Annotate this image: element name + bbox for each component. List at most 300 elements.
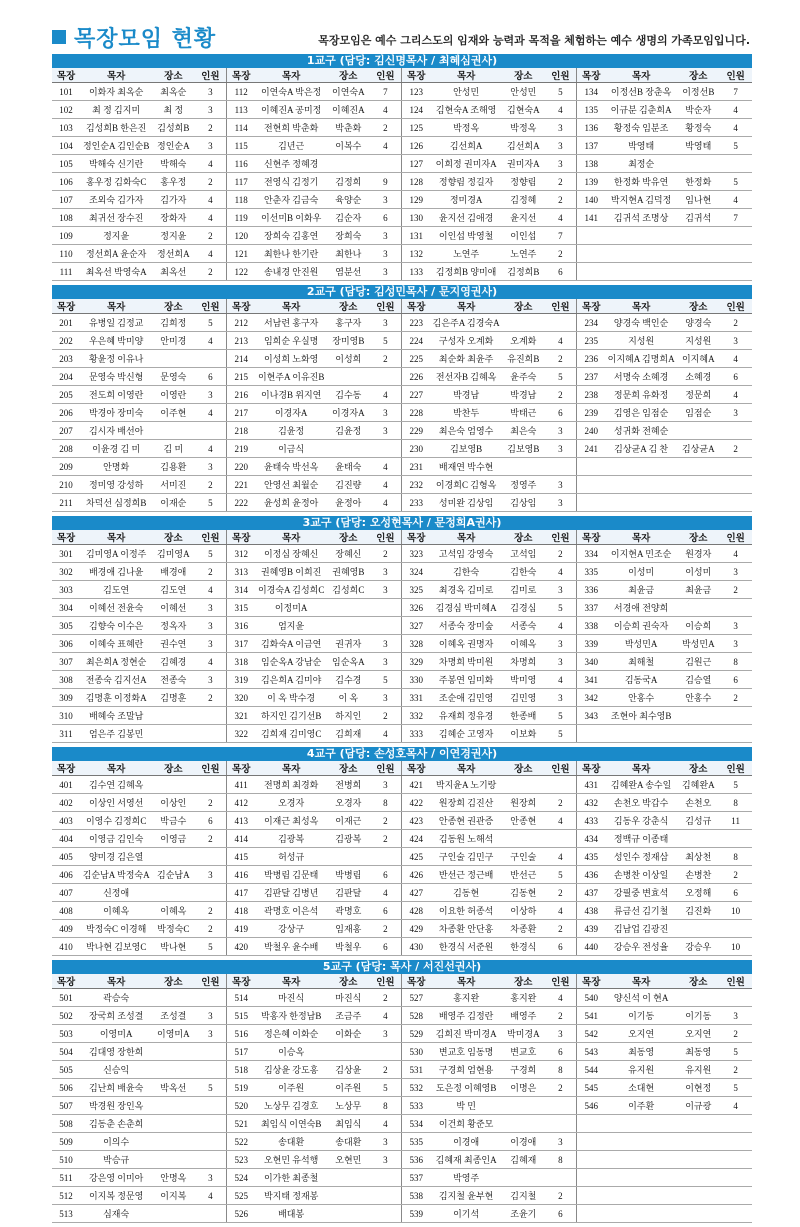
cell-inwon: 3 xyxy=(369,776,402,794)
cell-jangso: 박춘화 xyxy=(327,119,369,137)
cell-jangso: 이재근 xyxy=(327,812,369,830)
cell-mok: 433 xyxy=(577,812,605,830)
cell-jangso: 김혜재 xyxy=(502,1151,544,1169)
cell-jangso: 한경식 xyxy=(502,938,544,956)
cell-inwon: 3 xyxy=(369,1151,402,1169)
cell-moksa: 손천오 박갑수 xyxy=(605,794,677,812)
cell-jangso: 김진량 xyxy=(327,476,369,494)
cell-inwon: 4 xyxy=(719,1097,752,1115)
column-header-jangso: 장소 xyxy=(327,68,369,83)
cell-inwon xyxy=(719,422,752,440)
cell-moksa: 유병일 김정교 xyxy=(80,314,152,332)
table-row xyxy=(52,581,752,599)
cell-mok: 137 xyxy=(577,137,605,155)
cell-jangso: 박정숙C xyxy=(152,920,194,938)
cell-moksa: 박영주 xyxy=(430,1169,502,1187)
cell-inwon xyxy=(194,1151,227,1169)
cell-jangso xyxy=(502,314,544,332)
cell-jangso xyxy=(677,227,719,245)
cell-mok: 109 xyxy=(52,227,80,245)
cell-inwon: 4 xyxy=(719,119,752,137)
cell-moksa: 곽승숙 xyxy=(80,989,152,1007)
cell-inwon: 4 xyxy=(719,191,752,209)
cell-moksa: 이혜숙 표혜란 xyxy=(80,635,152,653)
cell-moksa: 이상인 서영선 xyxy=(80,794,152,812)
cell-moksa: 박 민 xyxy=(430,1097,502,1115)
cell-jangso: 이재순 xyxy=(152,494,194,512)
cell-moksa: 박경남 xyxy=(430,386,502,404)
column-header-inwon: 인원 xyxy=(544,761,577,776)
cell-jangso: 이 옥 xyxy=(327,689,369,707)
cell-moksa: 김판달 김병년 xyxy=(255,884,327,902)
column-header-inwon: 인원 xyxy=(719,530,752,545)
cell-inwon xyxy=(719,599,752,617)
cell-jangso: 김한숙 xyxy=(502,563,544,581)
cell-moksa: 최귀선 장수진 xyxy=(80,209,152,227)
cell-mok: 406 xyxy=(52,866,80,884)
column-header-mok: 목장 xyxy=(52,974,80,989)
cell-moksa: 김수연 김혜옥 xyxy=(80,776,152,794)
cell-mok: 222 xyxy=(227,494,255,512)
cell-mok: 107 xyxy=(52,191,80,209)
cell-jangso: 서미진 xyxy=(152,476,194,494)
cell-moksa: 유지원 xyxy=(605,1061,677,1079)
table-row xyxy=(52,599,752,617)
cell-mok: 546 xyxy=(577,1097,605,1115)
column-header-jangso: 장소 xyxy=(677,761,719,776)
cell-inwon xyxy=(719,1205,752,1223)
cell-moksa: 안명화 xyxy=(80,458,152,476)
cell-moksa: 노상무 김경호 xyxy=(255,1097,327,1115)
cell-inwon xyxy=(194,1133,227,1151)
cell-moksa xyxy=(605,1187,677,1205)
cell-jangso: 송대환 xyxy=(327,1133,369,1151)
cell-mok: 130 xyxy=(402,209,430,227)
cell-mok: 212 xyxy=(227,314,255,332)
cell-jangso: 오계화 xyxy=(502,332,544,350)
cell-inwon: 2 xyxy=(544,794,577,812)
cell-jangso xyxy=(152,725,194,743)
cell-moksa: 박경아 장미숙 xyxy=(80,404,152,422)
cell-jangso: 안종현 xyxy=(502,812,544,830)
cell-mok: 303 xyxy=(52,581,80,599)
cell-jangso: 장화자 xyxy=(152,209,194,227)
cell-moksa: 오지연 xyxy=(605,1025,677,1043)
district-title-band: 1교구 (담당: 김신명목사 / 최혜심권사) xyxy=(52,54,752,68)
district-section xyxy=(52,516,752,747)
cell-moksa: 이주환 xyxy=(605,1097,677,1115)
cell-inwon: 4 xyxy=(369,1007,402,1025)
column-header-moksa: 목자 xyxy=(255,974,327,989)
cell-inwon xyxy=(719,155,752,173)
cell-jangso: 유진희B xyxy=(502,350,544,368)
cell-mok: 341 xyxy=(577,671,605,689)
column-header-mok: 목장 xyxy=(402,530,430,545)
cell-moksa: 이희정 권미자A xyxy=(430,155,502,173)
cell-moksa: 박해숙 신기란 xyxy=(80,155,152,173)
cell-mok: 131 xyxy=(402,227,430,245)
cell-moksa: 박경원 장인옥 xyxy=(80,1097,152,1115)
cell-moksa: 신정애 xyxy=(80,884,152,902)
cell-jangso: 오현민 xyxy=(327,1151,369,1169)
cell-inwon: 8 xyxy=(544,1061,577,1079)
cell-jangso: 최은숙 xyxy=(502,422,544,440)
cell-inwon: 7 xyxy=(369,83,402,101)
column-header-mok: 목장 xyxy=(402,68,430,83)
cell-jangso: 김귀석 xyxy=(677,209,719,227)
cell-moksa: 박성민A xyxy=(605,635,677,653)
cell-inwon: 3 xyxy=(719,332,752,350)
cell-moksa: 안영선 최월순 xyxy=(255,476,327,494)
cell-moksa: 양신석 이 현A xyxy=(605,989,677,1007)
cell-jangso xyxy=(327,440,369,458)
cell-jangso xyxy=(327,599,369,617)
cell-mok: 410 xyxy=(52,938,80,956)
column-header-mok: 목장 xyxy=(52,68,80,83)
cell-jangso: 정옥자 xyxy=(152,617,194,635)
cell-inwon: 2 xyxy=(194,794,227,812)
cell-jangso: 김진화 xyxy=(677,902,719,920)
column-header-jangso: 장소 xyxy=(677,299,719,314)
cell-moksa: 윤성희 윤정아 xyxy=(255,494,327,512)
cell-moksa: 김난희 배윤숙 xyxy=(80,1079,152,1097)
cell-jangso xyxy=(152,848,194,866)
table-row xyxy=(52,1133,752,1151)
cell-mok: 423 xyxy=(402,812,430,830)
cell-mok: 207 xyxy=(52,422,80,440)
cell-jangso xyxy=(677,263,719,281)
table-row xyxy=(52,689,752,707)
cell-inwon: 9 xyxy=(369,173,402,191)
cell-moksa: 도은정 이혜영B xyxy=(430,1079,502,1097)
cell-jangso: 조금주 xyxy=(327,1007,369,1025)
cell-inwon: 8 xyxy=(719,794,752,812)
cell-jangso: 김승열 xyxy=(677,671,719,689)
column-header-moksa: 목자 xyxy=(80,761,152,776)
cell-mok: 213 xyxy=(227,332,255,350)
cell-inwon xyxy=(369,599,402,617)
cell-jangso: 김정혜 xyxy=(502,191,544,209)
table-row xyxy=(52,707,752,725)
cell-inwon: 5 xyxy=(719,1079,752,1097)
cell-jangso: 이명은 xyxy=(502,1079,544,1097)
cell-inwon xyxy=(544,1169,577,1187)
cell-inwon: 10 xyxy=(719,902,752,920)
cell-jangso: 안미경 xyxy=(152,332,194,350)
cell-mok: 417 xyxy=(227,884,255,902)
column-header-inwon: 인원 xyxy=(194,974,227,989)
cell-jangso: 이보화 xyxy=(502,725,544,743)
cell-jangso: 구인술 xyxy=(502,848,544,866)
cell-jangso xyxy=(677,599,719,617)
column-header-mok: 목장 xyxy=(52,761,80,776)
cell-moksa: 박철우 윤수배 xyxy=(255,938,327,956)
cell-mok: 409 xyxy=(52,920,80,938)
cell-moksa: 이요한 허종석 xyxy=(430,902,502,920)
cell-moksa: 김미영A 이정주 xyxy=(80,545,152,563)
cell-moksa: 차종환 안단홍 xyxy=(430,920,502,938)
table-row xyxy=(52,866,752,884)
column-header-jangso: 장소 xyxy=(152,761,194,776)
cell-jangso: 조윤기 xyxy=(502,1205,544,1223)
cell-moksa: 이기동 xyxy=(605,1007,677,1025)
cell-moksa xyxy=(605,1169,677,1187)
cell-mok: 334 xyxy=(577,545,605,563)
cell-moksa: 서종숙 장미숲 xyxy=(430,617,502,635)
cell-jangso: 안명옥 xyxy=(152,1169,194,1187)
cell-inwon: 2 xyxy=(544,245,577,263)
cell-mok: 533 xyxy=(402,1097,430,1115)
cell-moksa: 김동우 강춘식 xyxy=(605,812,677,830)
cell-jangso: 이기동 xyxy=(677,1007,719,1025)
cell-inwon: 6 xyxy=(544,1205,577,1223)
column-header-jangso: 장소 xyxy=(677,530,719,545)
cell-inwon: 2 xyxy=(369,989,402,1007)
table-row xyxy=(52,653,752,671)
cell-inwon: 4 xyxy=(719,545,752,563)
table-row xyxy=(52,191,752,209)
cell-mok xyxy=(577,245,605,263)
cell-mok: 138 xyxy=(577,155,605,173)
cell-moksa: 이가한 최종철 xyxy=(255,1169,327,1187)
cell-jangso: 김윤정 xyxy=(327,422,369,440)
cell-mok: 112 xyxy=(227,83,255,101)
cell-inwon: 4 xyxy=(194,581,227,599)
cell-inwon: 6 xyxy=(544,938,577,956)
district-table xyxy=(52,974,752,1223)
cell-inwon: 2 xyxy=(369,920,402,938)
cell-jangso xyxy=(502,1115,544,1133)
cell-jangso: 강승우 xyxy=(677,938,719,956)
cell-inwon: 4 xyxy=(194,332,227,350)
cell-moksa: 소대현 xyxy=(605,1079,677,1097)
cell-jangso: 김상윤 xyxy=(327,1061,369,1079)
cell-inwon: 4 xyxy=(369,494,402,512)
cell-moksa: 이경숙A 김성희C xyxy=(255,581,327,599)
cell-inwon xyxy=(544,314,577,332)
cell-mok: 529 xyxy=(402,1025,430,1043)
cell-inwon: 2 xyxy=(544,386,577,404)
cell-mok: 113 xyxy=(227,101,255,119)
cell-jangso: 이영금 xyxy=(152,830,194,848)
cell-mok: 401 xyxy=(52,776,80,794)
cell-jangso: 배경애 xyxy=(152,563,194,581)
cell-jangso: 이현정 xyxy=(677,1079,719,1097)
cell-jangso: 박해숙 xyxy=(152,155,194,173)
column-header-moksa: 목자 xyxy=(255,68,327,83)
district-blocks xyxy=(52,54,752,1227)
cell-inwon xyxy=(719,830,752,848)
cell-inwon: 3 xyxy=(369,191,402,209)
cell-moksa: 이혜선 전윤숙 xyxy=(80,599,152,617)
cell-moksa: 허성규 xyxy=(255,848,327,866)
cell-inwon: 8 xyxy=(719,848,752,866)
cell-inwon: 4 xyxy=(544,812,577,830)
table-row xyxy=(52,101,752,119)
cell-moksa: 이정심 장혜신 xyxy=(255,545,327,563)
cell-moksa: 김혜재 최종인A xyxy=(430,1151,502,1169)
cell-moksa xyxy=(605,263,677,281)
cell-mok: 434 xyxy=(577,830,605,848)
cell-inwon xyxy=(719,707,752,725)
cell-mok: 333 xyxy=(402,725,430,743)
cell-mok: 229 xyxy=(402,422,430,440)
cell-inwon xyxy=(369,617,402,635)
cell-inwon: 6 xyxy=(194,812,227,830)
cell-inwon: 8 xyxy=(719,653,752,671)
table-row xyxy=(52,137,752,155)
table-row xyxy=(52,440,752,458)
cell-jangso: 원경자 xyxy=(677,545,719,563)
cell-mok: 208 xyxy=(52,440,80,458)
cell-moksa: 장국희 조성결 xyxy=(80,1007,152,1025)
table-row xyxy=(52,725,752,743)
cell-moksa: 정인순A 김인순B xyxy=(80,137,152,155)
column-header-moksa: 목자 xyxy=(605,68,677,83)
cell-mok: 102 xyxy=(52,101,80,119)
cell-moksa: 이혜진A 공미정 xyxy=(255,101,327,119)
cell-mok: 123 xyxy=(402,83,430,101)
cell-inwon: 3 xyxy=(719,617,752,635)
cell-jangso: 이영란 xyxy=(152,386,194,404)
cell-inwon: 3 xyxy=(194,101,227,119)
cell-jangso: 이정선B xyxy=(677,83,719,101)
cell-inwon: 5 xyxy=(194,494,227,512)
cell-mok: 425 xyxy=(402,848,430,866)
cell-moksa: 신현주 정혜경 xyxy=(255,155,327,173)
cell-mok: 226 xyxy=(402,368,430,386)
header-row xyxy=(52,68,752,83)
cell-moksa: 김광복 xyxy=(255,830,327,848)
cell-inwon: 3 xyxy=(719,563,752,581)
cell-inwon: 3 xyxy=(544,422,577,440)
district-title-band: 5교구 (담당: 목사 / 서진선권사) xyxy=(52,960,752,974)
cell-mok: 421 xyxy=(402,776,430,794)
cell-mok: 544 xyxy=(577,1061,605,1079)
cell-inwon xyxy=(194,725,227,743)
cell-mok: 314 xyxy=(227,581,255,599)
cell-mok: 337 xyxy=(577,599,605,617)
cell-moksa: 곽명호 이은석 xyxy=(255,902,327,920)
cell-mok: 237 xyxy=(577,368,605,386)
cell-mok xyxy=(577,476,605,494)
column-header-jangso: 장소 xyxy=(327,299,369,314)
cell-jangso: 유지원 xyxy=(677,1061,719,1079)
cell-moksa: 이현주A 이유진B xyxy=(255,368,327,386)
table-row xyxy=(52,830,752,848)
cell-mok: 211 xyxy=(52,494,80,512)
cell-jangso: 김민영 xyxy=(502,689,544,707)
cell-moksa: 임희순 우실명 xyxy=(255,332,327,350)
table-row xyxy=(52,227,752,245)
cell-mok: 220 xyxy=(227,458,255,476)
column-header-mok: 목장 xyxy=(52,299,80,314)
cell-jangso xyxy=(502,1169,544,1187)
cell-inwon: 2 xyxy=(544,173,577,191)
cell-inwon: 3 xyxy=(544,494,577,512)
cell-mok: 236 xyxy=(577,350,605,368)
cell-jangso xyxy=(677,1205,719,1223)
cell-inwon: 3 xyxy=(194,1025,227,1043)
cell-mok: 111 xyxy=(52,263,80,281)
cell-inwon xyxy=(194,422,227,440)
column-header-inwon: 인원 xyxy=(194,299,227,314)
cell-inwon: 3 xyxy=(369,1025,402,1043)
cell-jangso xyxy=(152,1115,194,1133)
cell-jangso: 김성희C xyxy=(327,581,369,599)
cell-inwon: 3 xyxy=(369,422,402,440)
cell-moksa: 이정미A xyxy=(255,599,327,617)
cell-inwon: 3 xyxy=(194,635,227,653)
table-row xyxy=(52,635,752,653)
cell-mok: 416 xyxy=(227,866,255,884)
cell-jangso xyxy=(677,1187,719,1205)
cell-inwon: 5 xyxy=(194,1079,227,1097)
cell-inwon xyxy=(719,1151,752,1169)
cell-moksa: 최은숙 엄영수 xyxy=(430,422,502,440)
cell-inwon: 2 xyxy=(194,563,227,581)
cell-mok: 520 xyxy=(227,1097,255,1115)
cell-jangso: 김명훈 xyxy=(152,689,194,707)
cell-moksa: 최임식 이연숙B xyxy=(255,1115,327,1133)
cell-inwon: 3 xyxy=(544,119,577,137)
cell-moksa: 한경식 서준원 xyxy=(430,938,502,956)
cell-mok: 439 xyxy=(577,920,605,938)
column-header-moksa: 목자 xyxy=(605,530,677,545)
cell-jangso: 윤정아 xyxy=(327,494,369,512)
cell-jangso xyxy=(677,494,719,512)
cell-mok: 502 xyxy=(52,1007,80,1025)
cell-inwon: 3 xyxy=(544,1025,577,1043)
cell-moksa: 김동원 노해석 xyxy=(430,830,502,848)
cell-mok: 343 xyxy=(577,707,605,725)
column-header-mok: 목장 xyxy=(577,68,605,83)
cell-inwon: 5 xyxy=(544,368,577,386)
column-header-mok: 목장 xyxy=(577,299,605,314)
cell-mok: 318 xyxy=(227,653,255,671)
cell-jangso: 원장희 xyxy=(502,794,544,812)
cell-mok: 326 xyxy=(402,599,430,617)
cell-jangso xyxy=(152,776,194,794)
cell-mok: 206 xyxy=(52,404,80,422)
cell-inwon xyxy=(719,1133,752,1151)
cell-mok: 330 xyxy=(402,671,430,689)
cell-moksa: 김보영B xyxy=(430,440,502,458)
cell-jangso: 홍지완 xyxy=(502,989,544,1007)
cell-mok: 228 xyxy=(402,404,430,422)
cell-inwon: 6 xyxy=(369,938,402,956)
cell-mok: 526 xyxy=(227,1205,255,1223)
cell-mok: 331 xyxy=(402,689,430,707)
cell-moksa: 구인술 김민구 xyxy=(430,848,502,866)
cell-mok: 315 xyxy=(227,599,255,617)
cell-moksa: 황윤정 이유나 xyxy=(80,350,152,368)
cell-moksa: 김명훈 이정화A xyxy=(80,689,152,707)
cell-moksa: 박지태 정재봉 xyxy=(255,1187,327,1205)
cell-moksa: 김귀석 조명상 xyxy=(605,209,677,227)
cell-jangso: 안홍수 xyxy=(677,689,719,707)
cell-jangso: 권수연 xyxy=(152,635,194,653)
cell-inwon: 4 xyxy=(194,155,227,173)
cell-jangso: 최 정 xyxy=(152,101,194,119)
cell-jangso: 윤지선 xyxy=(502,209,544,227)
cell-mok: 125 xyxy=(402,119,430,137)
district-title-band: 4교구 (담당: 손성호목사 / 이연경권사) xyxy=(52,747,752,761)
cell-moksa: 이규분 김춘희A xyxy=(605,101,677,119)
cell-mok: 505 xyxy=(52,1061,80,1079)
column-header-mok: 목장 xyxy=(577,761,605,776)
cell-mok: 322 xyxy=(227,725,255,743)
